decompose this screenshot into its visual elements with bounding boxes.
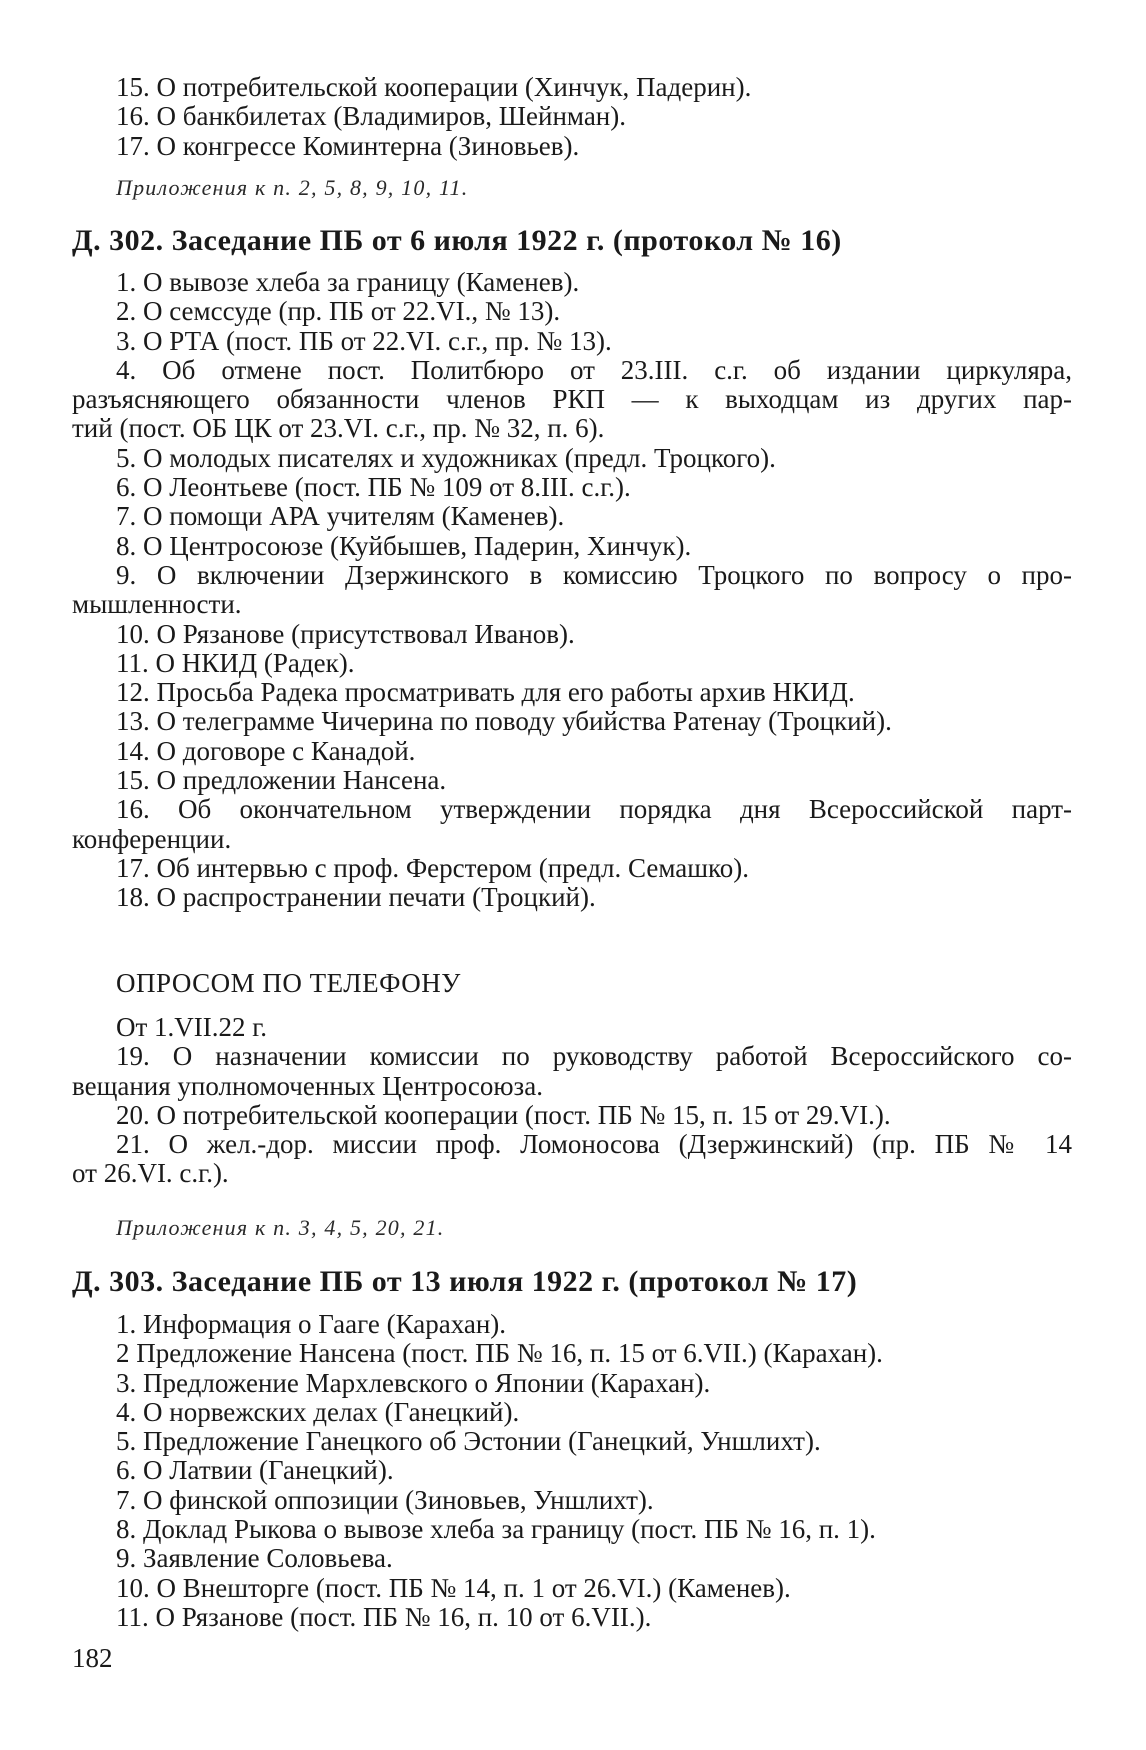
list-item: 1. Информация о Гааге (Карахан). <box>116 1309 507 1339</box>
poll-date: От 1.VII.22 г. <box>116 1012 268 1042</box>
list-item: 6. О Латвии (Ганецкий). <box>116 1455 394 1486</box>
appendix-text: Приложения к п. 2, 5, 8, 9, 10, 11. <box>116 175 469 200</box>
subsection-heading: ОПРОСОМ ПО ТЕЛЕФОНУ <box>116 968 461 998</box>
list-item: 21. О жел.-дор. миссии проф. Ломоносова (Дзержинский) (пр. ПБ № 14 <box>116 1129 1072 1160</box>
list-item-continuation: вещания уполномоченных Центросоюза. <box>72 1070 543 1101</box>
list-item: 11. О Рязанове (пост. ПБ № 16, п. 10 от 6.VII.). <box>116 1601 652 1632</box>
phone-poll-heading <box>72 969 1072 998</box>
list-item: 15. О потребительской кооперации (Хинчук, Падерин). <box>116 72 752 102</box>
doc302-appendix-note <box>72 1215 1072 1241</box>
list-item: 1. О вывозе хлеба за границу (Каменев). <box>116 267 580 297</box>
section-heading: Д. 302. Заседание ПБ от 6 июля 1922 г. (протокол № 16) <box>72 224 842 257</box>
doc303-heading <box>72 1265 1072 1299</box>
list-item: 7. О финской оппозиции (Зиновьев, Уншлихт). <box>116 1484 654 1515</box>
list-item: 16. Об окончательном утверждении порядка дня Всероссийской парт- <box>116 794 1072 825</box>
list-item: 11. О НКИД (Радек). <box>116 647 355 678</box>
section-heading: Д. 303. Заседание ПБ от 13 июля 1922 г. (протокол № 17) <box>72 1265 858 1298</box>
list-item: 18. О распространении печати (Троцкий). <box>116 882 596 913</box>
doc302-heading <box>72 224 1072 258</box>
list-item: 5. О молодых писателях и художниках (предл. Троцкого). <box>116 442 776 473</box>
list-item: 10. О Внешторге (пост. ПБ № 14, п. 1 от 26.VI.) (Каменев). <box>116 1572 791 1603</box>
list-item: 2. О семссуде (пр. ПБ от 22.VI., № 13). <box>116 296 561 327</box>
list-item: 19. О назначении комиссии по руководству работой Всероссийского со- <box>116 1041 1072 1072</box>
list-item: 8. Доклад Рыкова о вывозе хлеба за границу (пост. ПБ № 16, п. 1). <box>116 1514 876 1545</box>
list-item: 12. Просьба Радека просматривать для его работы архив НКИД. <box>116 677 855 708</box>
list-item: 17. Об интервью с проф. Ферстером (предл. Семашко). <box>116 852 749 883</box>
list-item: 10. О Рязанове (присутствовал Иванов). <box>116 618 575 649</box>
list-item: 16. О банкбилетах (Владимиров, Шейнман). <box>116 101 626 132</box>
doc302-item-list <box>72 268 1072 913</box>
list-item: 20. О потребительской кооперации (пост. ПБ № 15, п. 15 от 29.VI.). <box>116 1099 891 1130</box>
list-item: 14. О договоре с Канадой. <box>116 735 416 766</box>
list-item: 9. О включении Дзержинского в комиссию Троцкого по вопросу о про- <box>116 559 1072 590</box>
top-appendix-note <box>72 175 1072 201</box>
page-number: 182 <box>72 1643 113 1673</box>
doc303-item-list <box>72 1310 1072 1632</box>
list-item: 7. О помощи АРА учителям (Каменев). <box>116 501 565 532</box>
list-item: 3. О РТА (пост. ПБ от 22.VI. с.г., пр. № 13). <box>116 325 612 356</box>
list-item: 9. Заявление Соловьева. <box>116 1543 393 1574</box>
list-item: 5. Предложение Ганецкого об Эстонии (Ганецкий, Уншлихт). <box>116 1426 821 1457</box>
list-item: 2 Предложение Нансена (пост. ПБ № 16, п. 15 от 6.VII.) (Карахан). <box>116 1338 883 1369</box>
list-item-continuation: от 26.VI. с.г.). <box>72 1158 229 1189</box>
list-item: 15. О предложении Нансена. <box>116 765 447 796</box>
list-item: 8. О Центросоюзе (Куйбышев, Падерин, Хинчук). <box>116 530 692 561</box>
list-item: 6. О Леонтьеве (пост. ПБ № 109 от 8.III. с.г.). <box>116 472 631 503</box>
list-item: 13. О телеграмме Чичерина по поводу убийства Ратенау (Троцкий). <box>116 706 892 737</box>
list-item-continuation: тий (пост. ОБ ЦК от 23.VI. с.г., пр. № 32, п. 6). <box>72 413 605 444</box>
list-item: 4. О норвежских делах (Ганецкий). <box>116 1396 520 1427</box>
list-item-continuation: конференции. <box>72 823 232 854</box>
list-item-continuation: мышленности. <box>72 589 242 620</box>
list-item: 17. О конгрессе Коминтерна (Зиновьев). <box>116 130 580 161</box>
top-item-list <box>72 73 1072 161</box>
list-item: 3. Предложение Мархлевского о Японии (Карахан). <box>116 1367 711 1398</box>
list-item: 4. Об отмене пост. Политбюро от 23.III. с.г. об издании циркуляра, <box>116 354 1072 385</box>
list-item-continuation: разъясняющего обязанности членов РКП — к выходцам из других пар- <box>72 384 1072 415</box>
phone-poll-list <box>72 1013 1072 1189</box>
appendix-text: Приложения к п. 3, 4, 5, 20, 21. <box>116 1215 445 1240</box>
